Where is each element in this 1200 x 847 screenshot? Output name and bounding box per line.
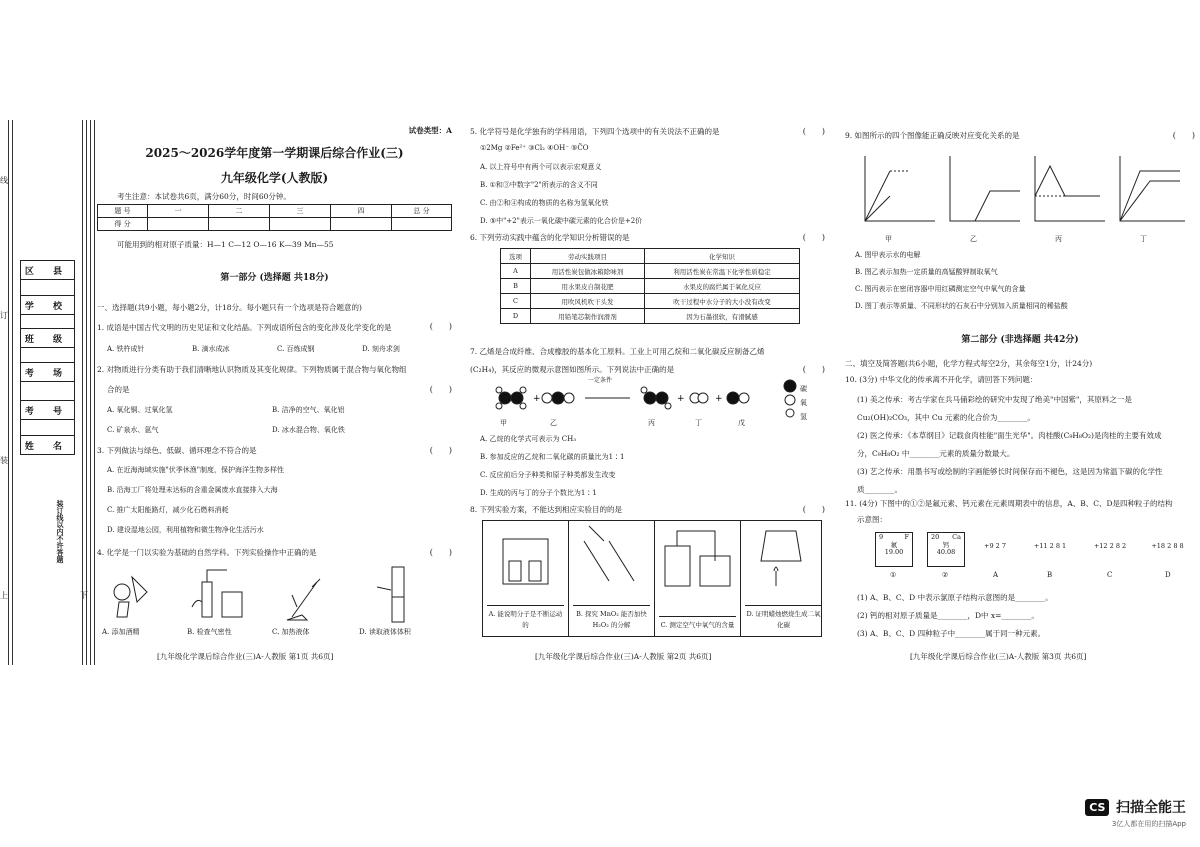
scanner-watermark bbox=[1085, 797, 1186, 829]
svg-text:+: + bbox=[677, 394, 685, 404]
atom-diagram-b: +11 2 8 1 bbox=[1033, 542, 1067, 550]
question-10: 10. (3分) 中华文化的传承离不开化学，请回答下列问题： bbox=[845, 375, 1038, 384]
section1-intro: 一、选择题(共9小题，每小题2分，计18分。每小题只有一个选项是符合题意的) bbox=[97, 303, 362, 312]
seal-line-note: 装订线以内不许答题 bbox=[56, 500, 65, 563]
strip-label-name: 姓 名 bbox=[20, 435, 75, 455]
atomic-masses: 可能用到的相对原子质量：H—1 C—12 O—16 K—39 Mn—55 bbox=[117, 240, 334, 249]
lab-operations-illustration bbox=[107, 562, 447, 624]
scanner-brand: 扫描全能王 bbox=[1116, 800, 1186, 816]
strip-label-school: 学 校 bbox=[20, 295, 75, 315]
question-6: 6. 下列劳动实践中蕴含的化学知识分析错误的是 bbox=[470, 233, 630, 242]
svg-text:+: + bbox=[533, 394, 541, 404]
question-5: 5. 化学符号是化学独有的学科用语，下列四个选项中的有关说法不正确的是 bbox=[470, 127, 720, 136]
paper-type: 试卷类型：A bbox=[408, 126, 452, 135]
section2-intro: 二、填空及简答题(共6小题，化学方程式每空2分，其余每空1分，计24分) bbox=[845, 359, 1093, 368]
question-3: 3. 下列做法与绿色、低碳、循环理念不符合的是 bbox=[97, 446, 257, 455]
svg-text:+: + bbox=[715, 394, 723, 404]
camscanner-icon: CS bbox=[1085, 799, 1109, 816]
binding-strip bbox=[0, 120, 95, 665]
reaction-microscopic-diagram bbox=[485, 378, 815, 418]
exam-note: 考生注意：本试卷共6页，满分60分，时间60分钟。 bbox=[117, 192, 291, 201]
element-card-calcium: 20 Ca 钙 40.08 bbox=[927, 532, 965, 567]
experiment-table: A. 能说明分子是不断运动的 B. 探究 MnO₂ 能否加快 H₂O₂ 的分解 C. 测定空气中氧气的含量 D. 证明蜡烛燃烧生成二氧化碳 bbox=[482, 520, 822, 637]
question-11: 11. (4分) 下图中的①②是氟元素、钙元素在元素周期表中的信息，A、B、C、D是四种粒子的结构 bbox=[845, 499, 1173, 508]
strip-label-district: 区 县 bbox=[20, 260, 75, 280]
side-mark: 线 bbox=[0, 176, 8, 185]
question-2: 2. 对物质进行分类有助于我们清晰地认识物质及其变化规律。下列物质属于混合物与氧化物组 bbox=[97, 365, 407, 374]
score-table: 题 号 一 二 三 四 总 分 得 分 bbox=[97, 204, 452, 231]
question-4: 4. 化学是一门以实验为基础的自然学科。下列实验操作中正确的是 bbox=[97, 548, 317, 557]
side-mark: 订 bbox=[0, 311, 8, 320]
strip-label-room: 考 场 bbox=[20, 362, 75, 382]
question-7: 7. 乙烯是合成纤维、合成橡胶的基本化工原料。工业上可用乙烷和二氧化碳反应制备乙烯 bbox=[470, 347, 765, 356]
atom-diagram-a: +9 2 7 bbox=[984, 542, 1006, 550]
strip-label-number: 考 号 bbox=[20, 400, 75, 420]
side-mark: 上 bbox=[0, 591, 8, 600]
atom-diagram-c: +12 2 8 2 bbox=[1093, 542, 1127, 550]
strip-label-class: 班 级 bbox=[20, 328, 75, 348]
side-mark: 下 bbox=[80, 591, 88, 600]
atom-diagram-d: +18 2 8 8 bbox=[1151, 542, 1184, 550]
page3-footer: [九年级化学课后综合作业(三)A-人教版 第3页 共6页] bbox=[910, 652, 1087, 661]
exam-title: 2025～2026学年度第一学期课后综合作业(三) bbox=[145, 146, 404, 160]
page1-footer: [九年级化学课后综合作业(三)A-人教版 第1页 共6页] bbox=[157, 652, 334, 661]
scanner-tagline: 3亿人都在用的扫描App bbox=[1111, 820, 1186, 828]
exam-subtitle: 九年级化学(人教版) bbox=[220, 171, 329, 185]
element-card-fluorine: 9 F 氟 19.00 bbox=[875, 532, 913, 567]
question-9: 9. 如图所示的四个图像能正确反映对应变化关系的是 bbox=[845, 131, 1020, 140]
part2-header: 第二部分 (非选择题 共42分) bbox=[961, 335, 1079, 345]
question-8: 8. 下列实验方案，不能达到相应实验目的的是 bbox=[470, 505, 623, 514]
q9-graphs bbox=[850, 146, 1190, 231]
part1-header: 第一部分 (选择题 共18分) bbox=[220, 273, 329, 283]
question-1: 1. 成语是中国古代文明的历史见证和文化结晶。下列成语所包含的变化涉及化学变化的是 bbox=[97, 323, 392, 332]
side-mark: 装 bbox=[0, 456, 8, 465]
page-1: 试卷类型：A 2025～2026学年度第一学期课后综合作业(三) 九年级化学(人教版) 考生注意：本试卷共6页，满分60分，时间60分钟。 题 号 一 二 三 四 总 分 得 分 可能用到的相对原子质量：H—1 C—12 O—16 K—39 Mn—55 第一部分 (选择题 共18分) 一、选择题(共9小题，每小题2分，计18分。每小题只有一个选项是符合题意的) 1. 成语是中国古代文明的历史见证和文化结晶。下列成语所包含的变化涉及化学变化的是 ( ) A. 铁杵成针 B. 滴水成冰 C. 百炼成钢 D. 刻舟求剑 2. 对物质进行分类有助于我们清晰地认识物质及其变化规律。下列物质属于混合物与氧化物组 合的是 ( ) A. 氧化铜、过氧化氢 B. 洁净的空气、氧化铝 C. 矿泉水、氩气 D. 冰水混合物、氧化铁 3. 下列做法与绿色、低碳、循环理念不符合的是 ( ) A. 在近海海域实施"伏季休渔"制度，保护海洋生物多样性 B. 沿海工厂将处理未达标的含重金属废水直接排入大海 C. 推广太阳能路灯，减少化石燃料消耗 D. 建设湿地公园，利用植物和微生物净化生活污水 4. 化学是一门以实验为基础的自然学科。下列实验操作中正确的是 ( ) A. 添加酒精 B. 检查气密性 C. 加热液体 D. 读取液体体积 [九年级化学课后综合作业(三)A-人教版 第1页 共6页] bbox=[97, 126, 452, 661]
labor-practice-table: 选项 劳动实践项目 化学知识 A 用活性炭包做冰箱除味剂 利用活性炭在常温下化学性质稳定 B 用水果皮自制花肥 水果皮的腐烂属于氧化反应 C 用吹风机吹干头发 吹干过程中水分子的大小没有改变 D 用铅笔芯制作润滑剂 因为石墨很软，有滑腻感 bbox=[500, 248, 800, 324]
page2-footer: [九年级化学课后综合作业(三)A-人教版 第2页 共6页] bbox=[535, 652, 712, 661]
